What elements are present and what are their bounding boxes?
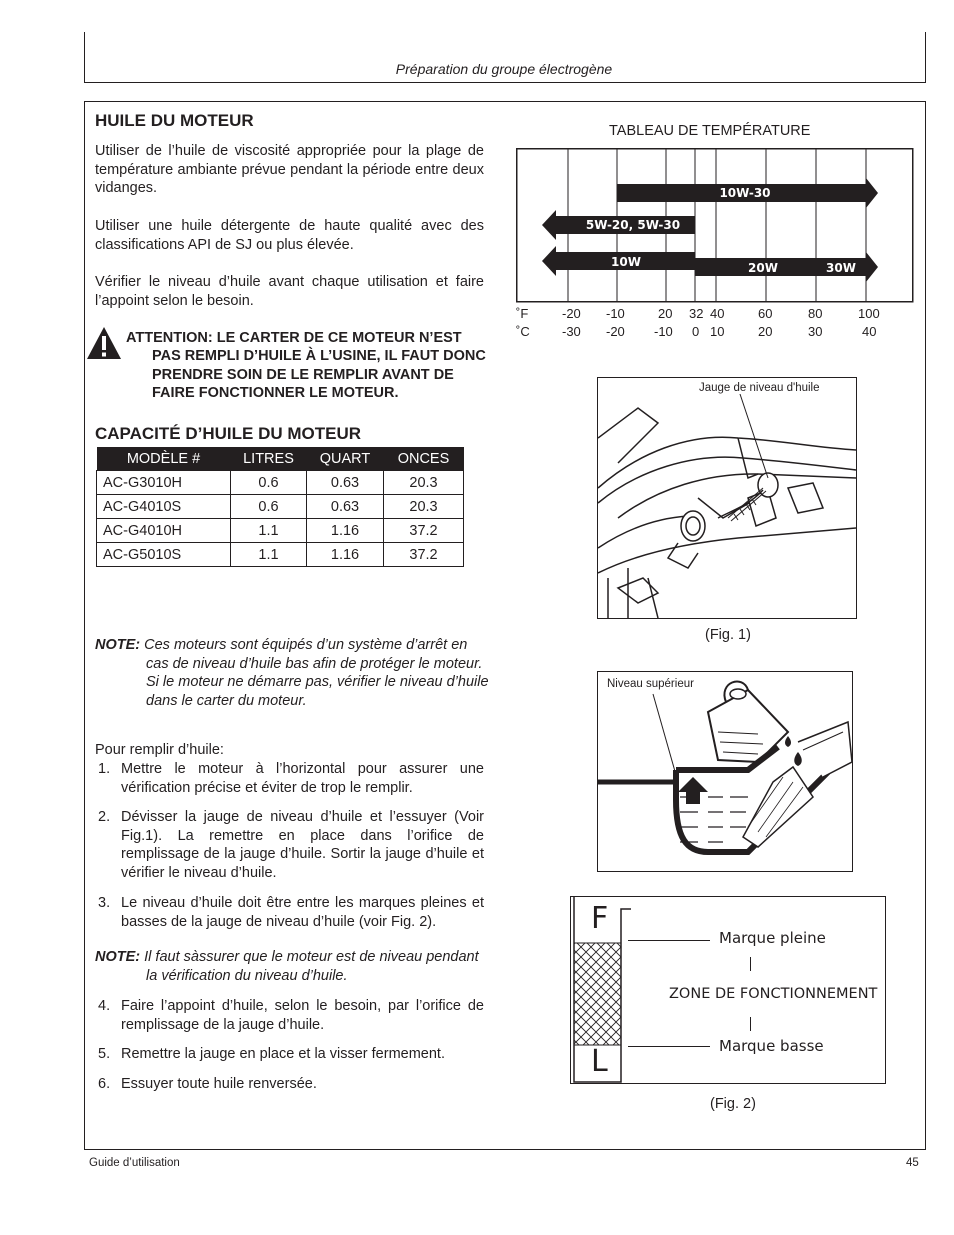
warning-icon [86,326,122,360]
low-mark-line [628,1046,710,1047]
fill-steps-c [96,894,484,931]
c-tick: 10 [710,324,725,339]
oil-heading: HUILE DU MOTEUR [95,111,254,130]
step-text: Essuyer toute huile renversée. [121,1076,317,1092]
c-tick: 0 [692,324,700,339]
cell-ounces: 37.2 [384,519,464,543]
bar-label-30w: 30W [826,261,856,275]
cell-liters: 1.1 [231,519,307,543]
temp-chart-title: TABLEAU DE TEMPÉRATURE [609,123,811,139]
c-tick: 40 [862,324,877,339]
temp-chart [516,148,914,304]
column-header-ounces: ONCES [384,447,464,471]
f-unit-label: ˚F [516,306,529,321]
list-item [96,997,484,1034]
step-text: Mettre le moteur à l’horizontal pour assurer une vérification précise et éviter de trop le remplir. [121,761,484,796]
oil-fill-illustration [597,671,853,872]
column-header-model: MODÈLE # [97,447,231,471]
list-item [96,1075,484,1094]
note-label: NOTE: [95,637,141,653]
note-1-line-1: Ces moteurs sont équipés d’un système d’arrêt en [144,637,468,653]
step-text: Le niveau d’huile doit être entre les marques pleines et basses de la jauge de niveau d’huile (voir Fig. 2). [121,895,484,930]
list-item [96,1045,484,1064]
f-tick: 100 [858,306,880,321]
oil-paragraph-1: Utiliser de l’huile de viscosité appropriée pour la plage de température ambiante prévue pendant la période entre deux vidanges. [95,143,484,196]
step-number: 3. [98,895,111,911]
dipstick-label: Jauge de niveau d'huile [699,382,820,394]
attention-line-1: ATTENTION: LE CARTER DE CE MOTEUR N’EST [126,330,462,346]
oil-paragraph-3: Vérifier le niveau d’huile avant chaque utilisation et faire l’appoint selon le besoin. [95,274,484,309]
fig2-caption: (Fig. 2) [710,1096,756,1112]
c-tick: 20 [758,324,773,339]
fig1-dipstick-illustration [597,377,857,619]
cell-model: AC-G4010S [97,495,231,519]
step-number: 2. [98,809,111,825]
cell-model: AC-G3010H [97,471,231,495]
bar-label-10w: 10W [611,255,641,269]
f-tick: 20 [658,306,673,321]
fill-steps-d [96,997,484,1034]
cell-liters: 0.6 [231,471,307,495]
table-row [97,519,464,543]
table-header-row [97,447,464,471]
note-1-line-2: cas de niveau d’huile bas afin de protéger le moteur. [146,656,483,672]
f-tick: 40 [710,306,725,321]
low-mark-letter: L [591,1044,608,1079]
attention-line-4: FAIRE FONCTIONNER LE MOTEUR. [152,385,399,401]
page-number: 45 [906,1157,919,1169]
fill-steps-b [96,808,484,882]
step-text: Remettre la jauge en place et la visser fermement. [121,1046,445,1062]
low-mark-label: Marque basse [719,1037,824,1055]
cell-quart: 0.63 [307,495,384,519]
list-item [96,894,484,931]
fill-steps-a [96,760,484,797]
step-number: 4. [98,998,111,1014]
column-header-quart: QUART [307,447,384,471]
note-1 [95,636,467,655]
step-number: 6. [98,1076,111,1092]
f-tick: -20 [562,306,581,321]
cell-ounces: 20.3 [384,495,464,519]
full-mark-letter: F [591,901,609,936]
c-unit-label: ˚C [516,324,530,339]
note-2-line-1: Il faut sàssurer que le moteur est de niveau pendant [144,949,479,965]
table-row [97,471,464,495]
note-1-line-4: dans le carter du moteur. [146,693,307,709]
bar-label-10w30: 10W-30 [719,186,771,200]
c-tick: -30 [562,324,581,339]
note-2 [95,948,479,967]
full-mark-line [628,940,710,941]
f-tick: 32 [689,306,704,321]
fig2-dipstick-marks [570,896,886,1084]
note-1-line-3: Si le moteur ne démarre pas, vérifier le niveau d’huile [146,674,489,690]
c-tick: -20 [606,324,625,339]
note-label: NOTE: [95,949,141,965]
fig1-caption: (Fig. 1) [705,627,751,643]
bar-label-5w: 5W-20, 5W-30 [585,218,681,232]
fill-steps-e [96,1045,484,1064]
engine-illustration [598,378,856,618]
attention-line-3: PRENDRE SOIN DE LE REMPLIR AVANT DE [152,367,454,383]
oil-paragraph-2: Utiliser une huile détergente de haute qualité avec des classifications API de SJ ou plus élevée. [95,218,484,253]
footer-guide-title: Guide d’utilisation [89,1157,180,1169]
step-number: 5. [98,1046,111,1062]
f-tick: -10 [606,306,625,321]
fill-intro: Pour remplir d’huile: [95,742,224,758]
bar-label-20w: 20W [748,261,778,275]
step-number: 1. [98,761,111,777]
c-tick: -10 [654,324,673,339]
divider [750,1017,751,1031]
capacity-table [96,447,464,567]
cell-liters: 0.6 [231,495,307,519]
upper-level-label: Niveau supérieur [607,678,694,690]
cell-model: AC-G4010H [97,519,231,543]
step-text: Faire l’appoint d’huile, selon le besoin, par l’orifice de remplissage de la jauge d’huile. [121,998,484,1033]
capacity-heading: CAPACITÉ D’HUILE DU MOTEUR [95,424,362,443]
attention-line-2: PAS REMPLI D’HUILE À L’USINE, IL FAUT DONC [152,348,486,364]
c-tick: 30 [808,324,823,339]
column-header-liters: LITRES [231,447,307,471]
cell-quart: 1.16 [307,543,384,567]
fill-steps-f [96,1075,484,1094]
table-row [97,495,464,519]
cell-liters: 1.1 [231,543,307,567]
note-2-line-2: la vérification du niveau d’huile. [146,968,348,984]
divider [750,957,751,971]
cell-quart: 0.63 [307,471,384,495]
f-tick: 60 [758,306,773,321]
cell-quart: 1.16 [307,519,384,543]
oil-pour-illustration [598,672,852,871]
table-row [97,543,464,567]
cell-ounces: 37.2 [384,543,464,567]
operating-zone-label: ZONE DE FONCTIONNEMENT [669,986,878,1002]
section-header-title: Préparation du groupe électrogène [395,61,613,77]
step-text: Dévisser la jauge de niveau d’huile et l’essuyer (Voir Fig.1). La remettre en place dans l’orifice de remplissage de la jauge d’huile. Sortir la jauge d’huile et vérifier le niveau d’huile. [121,809,484,881]
cell-ounces: 20.3 [384,471,464,495]
list-item [96,808,484,882]
full-mark-label: Marque pleine [719,929,826,947]
f-tick: 80 [808,306,823,321]
cell-model: AC-G5010S [97,543,231,567]
list-item [96,760,484,797]
